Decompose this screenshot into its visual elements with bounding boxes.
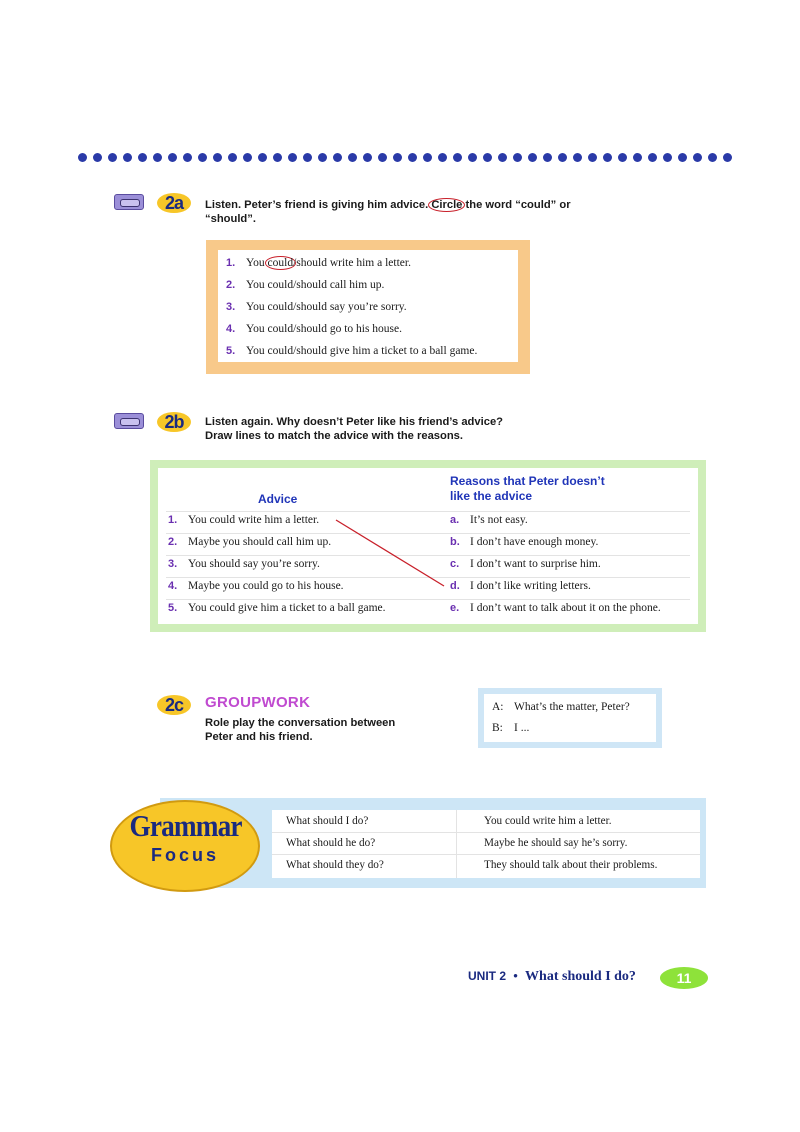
- list-item: 5. You could/should give him a ticket to a ball game.: [226, 345, 478, 357]
- reason-item: b. I don’t have enough money.: [450, 536, 599, 548]
- exercise-2b-table: [150, 460, 706, 632]
- dialog-box: [478, 688, 662, 748]
- grammar-answer: You could write him a letter.: [484, 815, 612, 827]
- unit-label: UNIT 2: [468, 969, 507, 983]
- groupwork-title: GROUPWORK: [205, 694, 311, 711]
- grammar-focus-title: Grammar: [129, 808, 242, 843]
- exercise-2a-box: [206, 240, 530, 374]
- grammar-question: What should he do?: [286, 837, 376, 849]
- advice-item: 1. You could write him a letter.: [168, 514, 320, 526]
- instruction-2c: Role play the conversation between Peter and his friend.: [205, 717, 396, 743]
- header-reasons: Reasons that Peter doesn’t like the advice: [450, 474, 605, 503]
- dialog-line: B: I ...: [492, 722, 530, 734]
- exercise-badge-2b: 2b: [157, 412, 191, 432]
- header-advice: Advice: [258, 492, 298, 506]
- advice-item: 5. You could give him a ticket to a ball game.: [168, 602, 386, 614]
- circle-word: Circle: [428, 198, 465, 212]
- list-item: 4. You could/should go to his house.: [226, 323, 403, 335]
- list-item: 2. You could/should call him up.: [226, 279, 385, 291]
- reason-item: e. I don’t want to talk about it on the phone.: [450, 602, 661, 614]
- advice-item: 3. You should say you’re sorry.: [168, 558, 320, 570]
- reason-item: a. It’s not easy.: [450, 514, 528, 526]
- dotted-divider: [78, 150, 732, 164]
- reason-item: c. I don’t want to surprise him.: [450, 558, 601, 570]
- instruction-2b: Listen again. Why doesn’t Peter like his friend’s advice? Draw lines to match the advice with the reasons.: [205, 416, 503, 442]
- grammar-answer: Maybe he should say he’s sorry.: [484, 837, 628, 849]
- instruction-2a: Listen. Peter’s friend is giving him advice. Circle the word “could” or “should”.: [205, 199, 571, 225]
- grammar-focus-table: [272, 810, 700, 878]
- unit-title: What should I do?: [525, 969, 636, 984]
- list-item: 1. You could/should write him a letter.: [226, 257, 411, 269]
- grammar-focus-subtitle: Focus: [150, 845, 219, 865]
- exercise-badge-2a: 2a: [157, 193, 191, 213]
- dialog-line: A: What’s the matter, Peter?: [492, 701, 630, 713]
- page-number: 11: [660, 967, 708, 989]
- list-item: 3. You could/should say you’re sorry.: [226, 301, 407, 313]
- cassette-tape-icon: [114, 194, 144, 210]
- exercise-badge-2c: 2c: [157, 695, 191, 715]
- grammar-question: What should I do?: [286, 815, 369, 827]
- match-line: [158, 468, 698, 624]
- advice-item: 2. Maybe you should call him up.: [168, 536, 332, 548]
- reason-item: d. I don’t like writing letters.: [450, 580, 591, 592]
- cassette-tape-icon: [114, 413, 144, 429]
- circled-answer: could: [265, 256, 297, 270]
- footer-bullet: •: [513, 968, 518, 983]
- page-footer: [468, 968, 636, 985]
- advice-item: 4. Maybe you could go to his house.: [168, 580, 344, 592]
- grammar-answer: They should talk about their problems.: [484, 859, 658, 871]
- grammar-question: What should they do?: [286, 859, 384, 871]
